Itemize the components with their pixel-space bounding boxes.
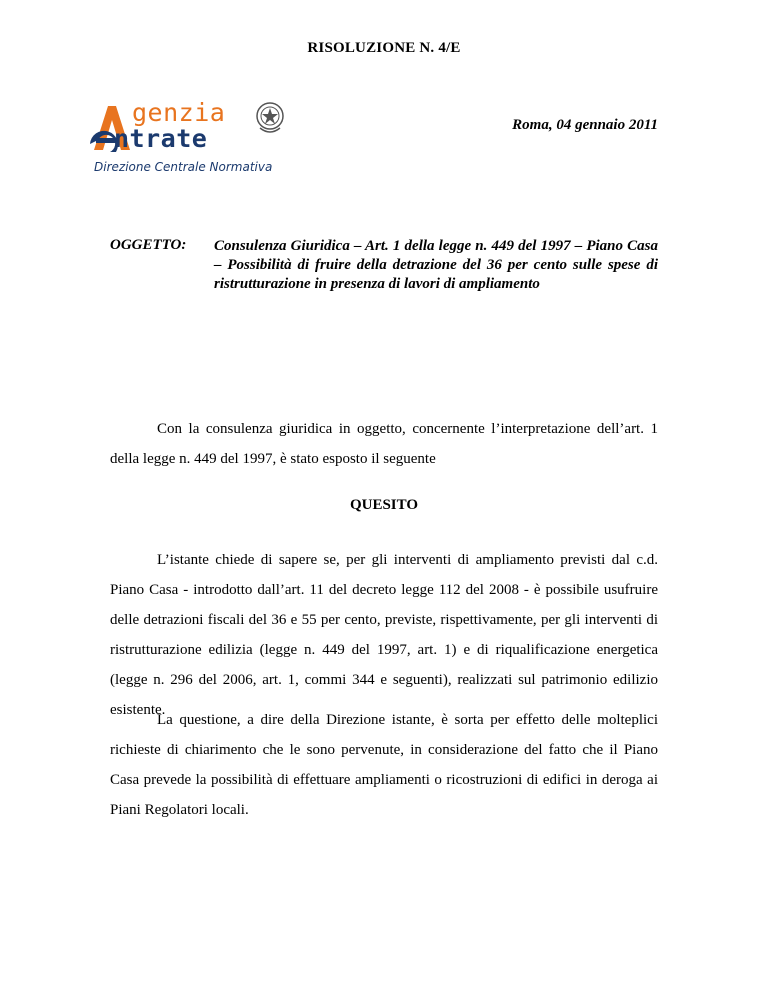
body-paragraph-2: La questione, a dire della Direzione istante, è sorta per effetto delle molteplici richieste di chiarimento che le sono pervenute, in considerazione del fatto che il Piano Casa prevede la possibilità di effettuare ampliamenti o ricostruzioni di edifici in deroga ai Piani Regolatori locali. — [110, 712, 658, 818]
section-heading: QUESITO — [349, 497, 419, 513]
republic-emblem-icon — [254, 100, 286, 136]
department-name: Direzione Centrale Normativa — [94, 160, 273, 174]
subject-label: OGGETTO: — [110, 237, 187, 253]
agenzia-entrate-logo — [84, 96, 284, 180]
subject-text: Consulenza Giuridica – Art. 1 della legge n. 449 del 1997 – Piano Casa – Possibilità di fruire della detrazione del 36 per cento sulle spese di ristrutturazione in presenza di lavori di ampliamento — [214, 238, 658, 292]
body-paragraph-1: L’istante chiede di sapere se, per gli interventi di ampliamento previsti dal c.d. Piano Casa - introdotto dall’art. 11 del decreto legge 112 del 2008 - è possibile usufruire delle detrazioni fiscali del 36 e 55 per cento, previste, rispettivamente, per gli interventi di ristrutturazione edilizia (legge n. 449 del 1997, art. 1) e di riqualificazione energetica (legge n. 296 del 2006, art. 1, commi 344 e seguenti), realizzati sul patrimonio edilizio esistente. — [110, 552, 658, 718]
document-title: RISOLUZIONE N. 4/E — [307, 40, 461, 56]
logo-word-genzia: genzia — [132, 98, 226, 127]
intro-paragraph: Con la consulenza giuridica in oggetto, concernente l’interpretazione dell’art. 1 della legge n. 449 del 1997, è stato esposto il seguente — [110, 421, 658, 467]
document-date: Roma, 04 gennaio 2011 — [512, 117, 658, 133]
logo-word-ntrate: ntrate — [114, 124, 208, 153]
